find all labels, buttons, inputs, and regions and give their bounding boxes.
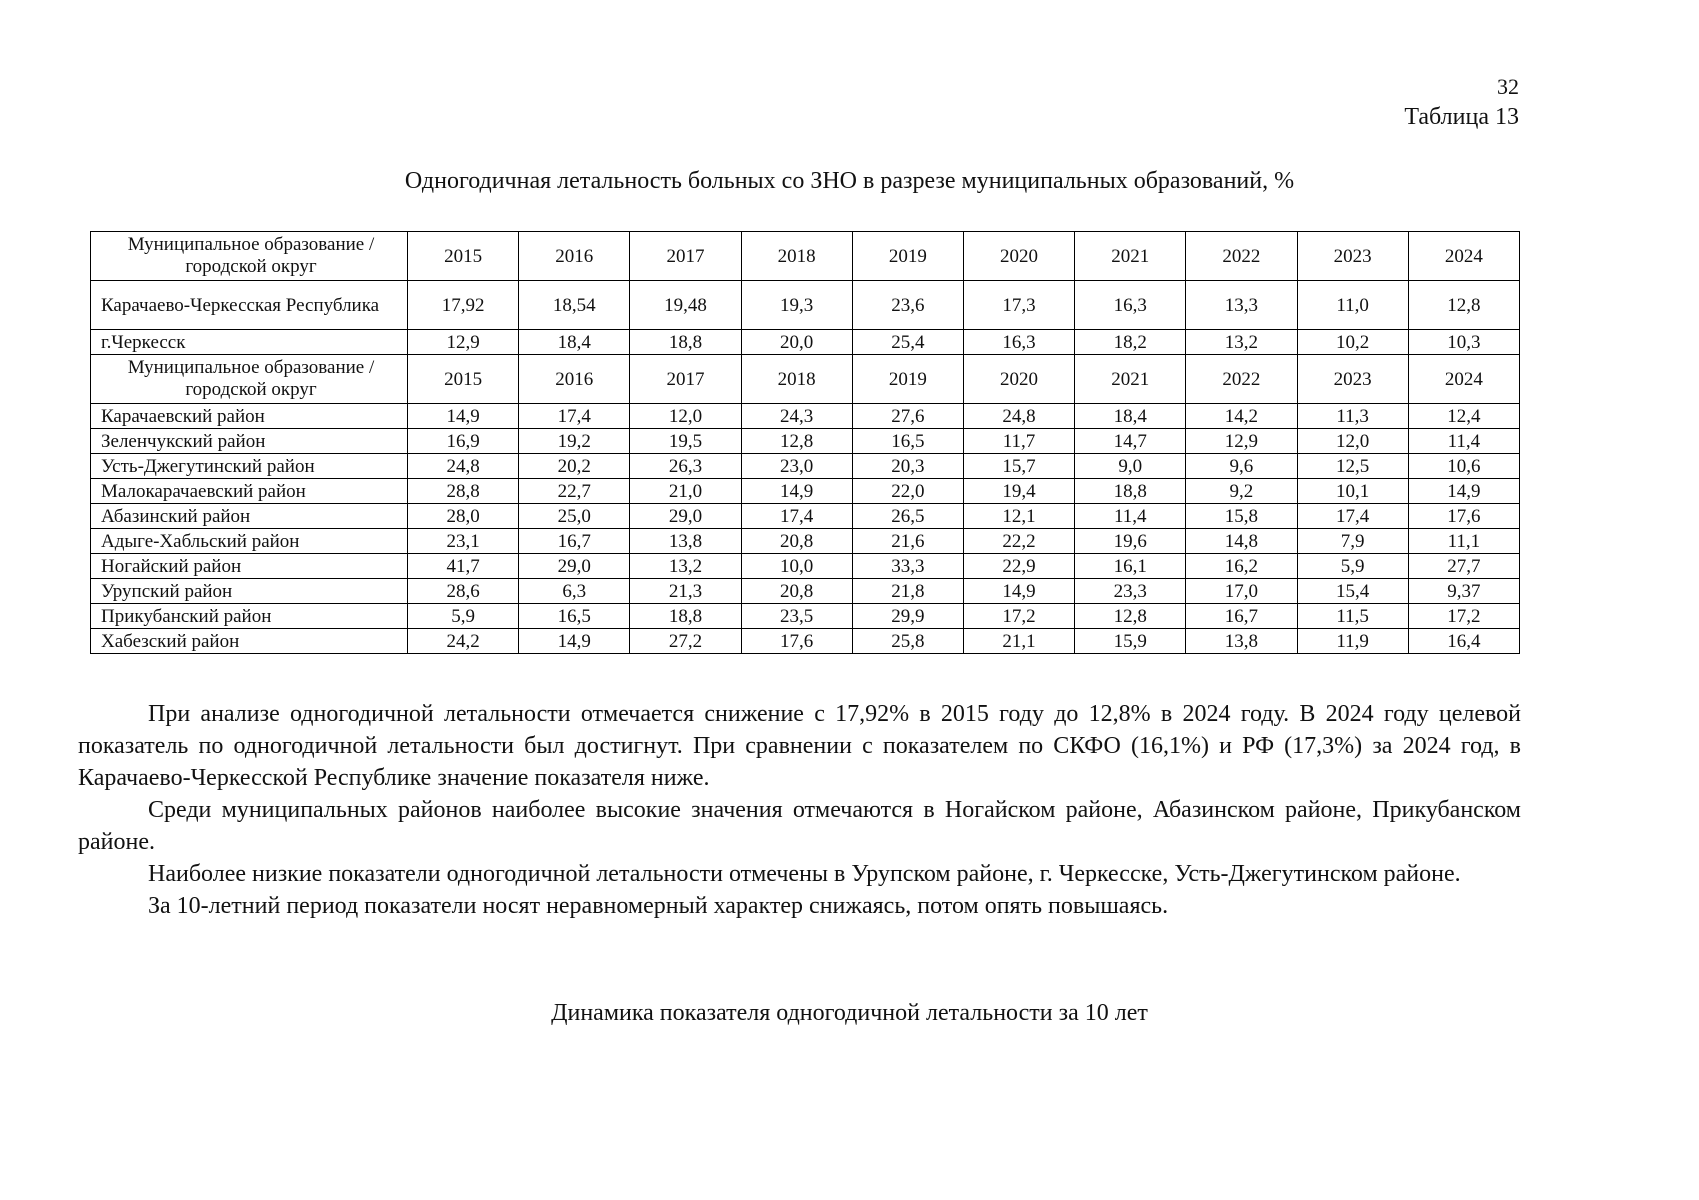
- row-name: Малокарачаевский район: [91, 479, 408, 504]
- year-header: 2022: [1186, 355, 1297, 404]
- table-cell: 13,8: [630, 529, 741, 554]
- row-name: Урупский район: [91, 579, 408, 604]
- table-cell: 14,2: [1186, 404, 1297, 429]
- year-header: 2015: [408, 232, 519, 281]
- table-cell: 27,2: [630, 629, 741, 654]
- table-cell: 16,3: [1075, 281, 1186, 330]
- table-cell: 28,6: [408, 579, 519, 604]
- row-name: г.Черкесск: [91, 330, 408, 355]
- paragraph: При анализе одногодичной летальности отмечается снижение с 17,92% в 2015 году до 12,8% в 2024 году. В 2024 году целевой показатель по одногодичной летальности был достигнут. При сравнении с показателем по СКФО (16,1%) и РФ (17,3%) за 2024 год, в Карачаево-Черкесской Республике значение показателя ниже.: [78, 701, 1521, 791]
- table-cell: 12,0: [630, 404, 741, 429]
- table-cell: 9,0: [1075, 454, 1186, 479]
- table-cell: 26,5: [852, 504, 963, 529]
- table-cell: 19,2: [519, 429, 630, 454]
- paragraph: Среди муниципальных районов наиболее высокие значения отмечаются в Ногайском районе, Абазинском районе, Прикубанском районе.: [78, 797, 1521, 855]
- year-header: 2021: [1075, 232, 1186, 281]
- table-cell: 16,2: [1186, 554, 1297, 579]
- table-label: Таблица 13: [1404, 104, 1519, 130]
- table-cell: 17,6: [741, 629, 852, 654]
- table-cell: 18,8: [1075, 479, 1186, 504]
- table-cell: 19,48: [630, 281, 741, 330]
- table-cell: 21,8: [852, 579, 963, 604]
- year-header: 2024: [1408, 355, 1519, 404]
- table-cell: 13,3: [1186, 281, 1297, 330]
- year-header: 2020: [963, 355, 1074, 404]
- table-cell: 22,2: [963, 529, 1074, 554]
- table-cell: 29,0: [519, 554, 630, 579]
- table-cell: 17,4: [519, 404, 630, 429]
- table-row: [91, 454, 1520, 479]
- table-cell: 20,8: [741, 579, 852, 604]
- table-row: [91, 529, 1520, 554]
- chart-title: Динамика показателя одногодичной летальности за 10 лет: [551, 1000, 1148, 1026]
- table-cell: 13,2: [1186, 330, 1297, 355]
- table-cell: 22,0: [852, 479, 963, 504]
- table-cell: 11,0: [1297, 281, 1408, 330]
- table-cell: 29,9: [852, 604, 963, 629]
- table-cell: 21,6: [852, 529, 963, 554]
- row-name: Абазинский район: [91, 504, 408, 529]
- table-row: [91, 629, 1520, 654]
- table-cell: 17,2: [963, 604, 1074, 629]
- table-cell: 14,9: [408, 404, 519, 429]
- table-cell: 24,8: [963, 404, 1074, 429]
- year-header: 2015: [408, 355, 519, 404]
- table-row: [91, 429, 1520, 454]
- table-cell: 23,0: [741, 454, 852, 479]
- table-cell: 11,4: [1075, 504, 1186, 529]
- table-cell: 9,6: [1186, 454, 1297, 479]
- table-cell: 16,4: [1408, 629, 1519, 654]
- table-cell: 15,8: [1186, 504, 1297, 529]
- table-row: [91, 281, 1520, 330]
- table-cell: 21,1: [963, 629, 1074, 654]
- table-cell: 16,3: [963, 330, 1074, 355]
- row-name: Карачаево-Черкесская Республика: [91, 281, 408, 330]
- table-cell: 17,3: [963, 281, 1074, 330]
- table-cell: 14,9: [519, 629, 630, 654]
- table-cell: 10,2: [1297, 330, 1408, 355]
- table-cell: 11,9: [1297, 629, 1408, 654]
- table-cell: 29,0: [630, 504, 741, 529]
- table-cell: 27,7: [1408, 554, 1519, 579]
- table-cell: 16,9: [408, 429, 519, 454]
- table-cell: 12,4: [1408, 404, 1519, 429]
- table-cell: 21,0: [630, 479, 741, 504]
- table-cell: 9,2: [1186, 479, 1297, 504]
- table-cell: 17,4: [741, 504, 852, 529]
- table-cell: 7,9: [1297, 529, 1408, 554]
- table-cell: 11,3: [1297, 404, 1408, 429]
- mortality-table: [90, 231, 1520, 654]
- table-cell: 15,7: [963, 454, 1074, 479]
- table-cell: 14,9: [963, 579, 1074, 604]
- table-cell: 24,8: [408, 454, 519, 479]
- year-header: 2020: [963, 232, 1074, 281]
- table-cell: 18,4: [519, 330, 630, 355]
- year-header: 2017: [630, 232, 741, 281]
- table-cell: 20,0: [741, 330, 852, 355]
- table-cell: 14,9: [741, 479, 852, 504]
- table-row: [91, 404, 1520, 429]
- table-cell: 28,0: [408, 504, 519, 529]
- paragraph: За 10-летний период показатели носят неравномерный характер снижаясь, потом опять повышаясь.: [148, 893, 1169, 919]
- table-cell: 23,5: [741, 604, 852, 629]
- table-cell: 17,92: [408, 281, 519, 330]
- paragraph: Наиболее низкие показатели одногодичной летальности отмечены в Урупском районе, г. Черкесске, Усть-Джегутинском районе.: [148, 861, 1461, 887]
- table-cell: 12,8: [741, 429, 852, 454]
- table-cell: 23,1: [408, 529, 519, 554]
- header-label: Муниципальное образование / городской округ: [91, 232, 408, 281]
- row-name: Прикубанский район: [91, 604, 408, 629]
- table-cell: 20,8: [741, 529, 852, 554]
- table-cell: 13,8: [1186, 629, 1297, 654]
- year-header: 2019: [852, 232, 963, 281]
- row-name: Карачаевский район: [91, 404, 408, 429]
- table-cell: 9,37: [1408, 579, 1519, 604]
- table-cell: 14,9: [1408, 479, 1519, 504]
- table-cell: 12,0: [1297, 429, 1408, 454]
- table-cell: 18,54: [519, 281, 630, 330]
- table-title: Одногодичная летальность больных со ЗНО в разрезе муниципальных образований, %: [404, 168, 1295, 194]
- table-cell: 16,7: [519, 529, 630, 554]
- table-header-row: [91, 232, 1520, 281]
- table-row: [91, 579, 1520, 604]
- table-cell: 17,4: [1297, 504, 1408, 529]
- table-cell: 25,0: [519, 504, 630, 529]
- table-cell: 18,8: [630, 330, 741, 355]
- table-cell: 10,3: [1408, 330, 1519, 355]
- table-cell: 18,8: [630, 604, 741, 629]
- year-header: 2023: [1297, 355, 1408, 404]
- table-cell: 28,8: [408, 479, 519, 504]
- table-cell: 11,1: [1408, 529, 1519, 554]
- header-label: Муниципальное образование / городской округ: [91, 355, 408, 404]
- table-cell: 10,6: [1408, 454, 1519, 479]
- table-cell: 17,2: [1408, 604, 1519, 629]
- table-cell: 13,2: [630, 554, 741, 579]
- table-cell: 11,5: [1297, 604, 1408, 629]
- year-header: 2024: [1408, 232, 1519, 281]
- table-cell: 5,9: [408, 604, 519, 629]
- table-cell: 10,1: [1297, 479, 1408, 504]
- table-cell: 23,6: [852, 281, 963, 330]
- table-cell: 21,3: [630, 579, 741, 604]
- table-cell: 14,7: [1075, 429, 1186, 454]
- row-name: Хабезский район: [91, 629, 408, 654]
- table-cell: 25,4: [852, 330, 963, 355]
- table-cell: 12,5: [1297, 454, 1408, 479]
- table-row: [91, 554, 1520, 579]
- table-cell: 18,2: [1075, 330, 1186, 355]
- table-cell: 27,6: [852, 404, 963, 429]
- table-row: [91, 504, 1520, 529]
- table-cell: 20,2: [519, 454, 630, 479]
- table-cell: 17,0: [1186, 579, 1297, 604]
- table-cell: 12,8: [1075, 604, 1186, 629]
- table-row: [91, 479, 1520, 504]
- row-name: Адыге-Хабльский район: [91, 529, 408, 554]
- table-cell: 24,2: [408, 629, 519, 654]
- table-cell: 33,3: [852, 554, 963, 579]
- table-row: [91, 604, 1520, 629]
- body-text: [78, 698, 1521, 922]
- table-cell: 5,9: [1297, 554, 1408, 579]
- year-header: 2016: [519, 355, 630, 404]
- table-cell: 17,6: [1408, 504, 1519, 529]
- table-row: [91, 330, 1520, 355]
- year-header: 2023: [1297, 232, 1408, 281]
- table-cell: 15,4: [1297, 579, 1408, 604]
- year-header: 2018: [741, 232, 852, 281]
- table-cell: 25,8: [852, 629, 963, 654]
- table-header-row: [91, 355, 1520, 404]
- table-cell: 19,5: [630, 429, 741, 454]
- table-cell: 18,4: [1075, 404, 1186, 429]
- year-header: 2018: [741, 355, 852, 404]
- table-cell: 19,4: [963, 479, 1074, 504]
- table-cell: 6,3: [519, 579, 630, 604]
- table-cell: 24,3: [741, 404, 852, 429]
- year-header: 2017: [630, 355, 741, 404]
- table-cell: 22,7: [519, 479, 630, 504]
- table-cell: 20,3: [852, 454, 963, 479]
- table-cell: 11,4: [1408, 429, 1519, 454]
- year-header: 2019: [852, 355, 963, 404]
- row-name: Усть-Джегутинский район: [91, 454, 408, 479]
- table-cell: 16,5: [852, 429, 963, 454]
- year-header: 2021: [1075, 355, 1186, 404]
- table-cell: 19,6: [1075, 529, 1186, 554]
- table-body: [91, 232, 1520, 654]
- row-name: Зеленчукский район: [91, 429, 408, 454]
- table-cell: 22,9: [963, 554, 1074, 579]
- table-cell: 23,3: [1075, 579, 1186, 604]
- table-cell: 26,3: [630, 454, 741, 479]
- row-name: Ногайский район: [91, 554, 408, 579]
- table-cell: 16,1: [1075, 554, 1186, 579]
- table-cell: 12,1: [963, 504, 1074, 529]
- year-header: 2022: [1186, 232, 1297, 281]
- year-header: 2016: [519, 232, 630, 281]
- table-cell: 15,9: [1075, 629, 1186, 654]
- table-cell: 19,3: [741, 281, 852, 330]
- page-number: 32: [1497, 74, 1519, 99]
- table-cell: 10,0: [741, 554, 852, 579]
- table-cell: 16,5: [519, 604, 630, 629]
- table-cell: 11,7: [963, 429, 1074, 454]
- table-cell: 12,9: [408, 330, 519, 355]
- table-cell: 14,8: [1186, 529, 1297, 554]
- table-cell: 12,8: [1408, 281, 1519, 330]
- table-cell: 12,9: [1186, 429, 1297, 454]
- table-cell: 16,7: [1186, 604, 1297, 629]
- table-cell: 41,7: [408, 554, 519, 579]
